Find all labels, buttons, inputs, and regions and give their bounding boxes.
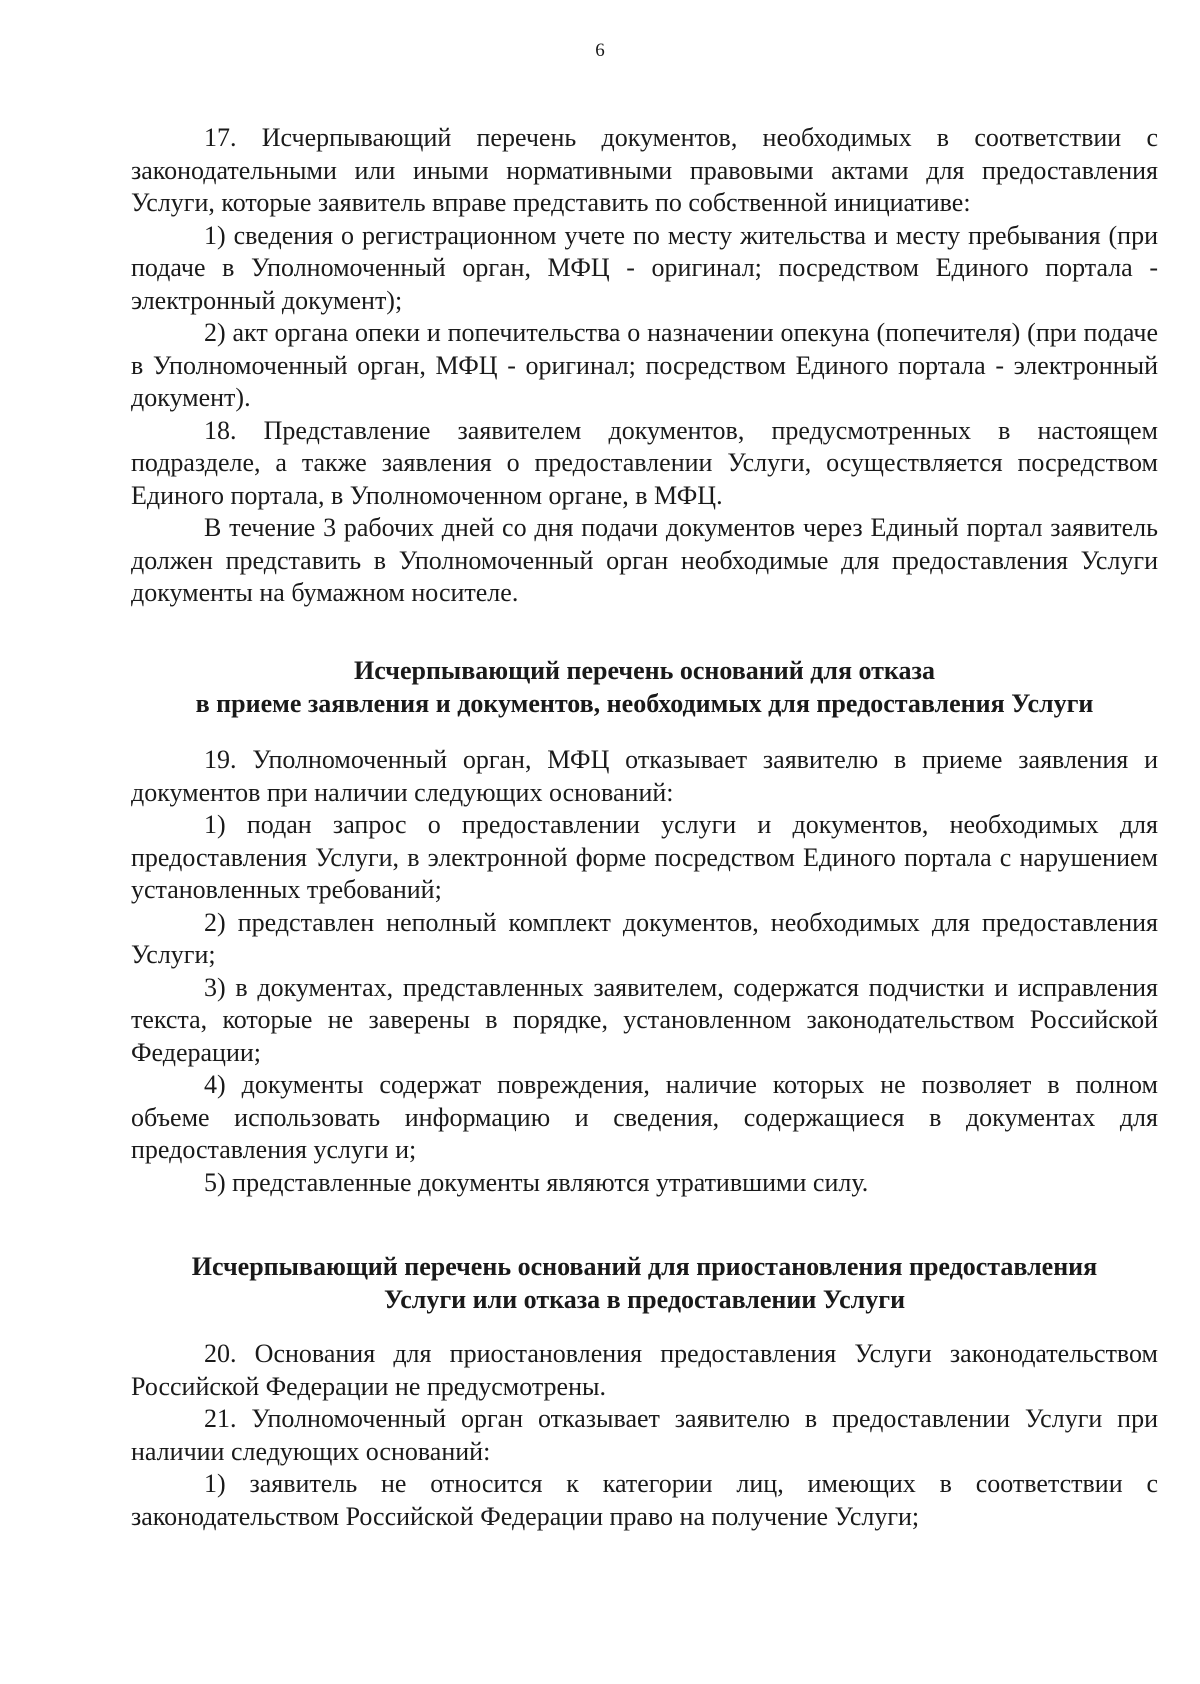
paragraph-18: 18. Представление заявителем документов, предусмотренных в настоящем подразделе, а также заявления о предоставлении Услуги, осуществляется посредством Единого портала, в Уполномоченном органе, в МФЦ.: [131, 415, 1158, 510]
section-heading-refusal-acceptance: [131, 654, 1158, 720]
paragraph-21: 21. Уполномоченный орган отказывает заявителю в предоставлении Услуги при наличии следующих оснований:: [131, 1404, 1158, 1466]
paragraph-deadline: В течение 3 рабочих дней со дня подачи документов через Единый портал заявитель должен представить в Уполномоченный орган необходимые для предоставления Услуги документы на бумажном носителе.: [131, 513, 1158, 607]
list-item-ground-5: 5) представленные документы являются утратившими силу.: [204, 1167, 869, 1197]
list-item-ground-2: 2) представлен неполный комплект документов, необходимых для предоставления Услуги;: [131, 907, 1158, 969]
section-heading-suspension-refusal: [131, 1250, 1158, 1316]
paragraph-19: 19. Уполномоченный орган, МФЦ отказывает заявителю в приеме заявления и документов при наличии следующих оснований:: [131, 745, 1158, 807]
paragraph-20: 20. Основания для приостановления предоставления Услуги законодательством Российской Федерации не предусмотрены.: [131, 1339, 1158, 1401]
page-number: 6: [595, 40, 605, 61]
list-item-guardianship: 2) акт органа опеки и попечительства о назначении опекуна (попечителя) (при подаче в Уполномоченный орган, МФЦ - оригинал; посредством Единого портала - электронный документ).: [131, 318, 1158, 412]
heading-line: Услуги или отказа в предоставлении Услуги: [383, 1285, 906, 1314]
heading-line: в приеме заявления и документов, необходимых для предоставления Услуги: [195, 689, 1094, 718]
section-documents-list: [131, 122, 1158, 610]
list-item-refusal-1: 1) заявитель не относится к категории лиц, имеющих в соответствии с законодательством Российской Федерации право на получение Услуги;: [131, 1469, 1158, 1531]
list-item-ground-3: 3) в документах, представленных заявителем, содержатся подчистки и исправления текста, которые не заверены в порядке, установленном законодательством Российской Федерации;: [131, 972, 1158, 1067]
paragraph-17: 17. Исчерпывающий перечень документов, необходимых в соответствии с законодательными или иными нормативными правовыми актами для предоставления Услуги, которые заявитель вправе представить по собственной инициативе:: [131, 123, 1158, 217]
section-suspension-grounds: [131, 1338, 1158, 1533]
list-item-registration: 1) сведения о регистрационном учете по месту жительства и месту пребывания (при подаче в Уполномоченный орган, МФЦ - оригинал; посредством Единого портала - электронный документ);: [131, 220, 1158, 315]
heading-line: Исчерпывающий перечень оснований для приостановления предоставления: [191, 1252, 1098, 1281]
heading-line: Исчерпывающий перечень оснований для отказа: [354, 656, 935, 685]
list-item-ground-1: 1) подан запрос о предоставлении услуги и документов, необходимых для предоставления Услуги, в электронной форме посредством Единого портала с нарушением установленных требований;: [131, 810, 1158, 904]
list-item-ground-4: 4) документы содержат повреждения, наличие которых не позволяет в полном объеме использовать информацию и сведения, содержащиеся в документах для предоставления услуги и;: [131, 1070, 1158, 1164]
section-refusal-grounds: [131, 744, 1158, 1199]
